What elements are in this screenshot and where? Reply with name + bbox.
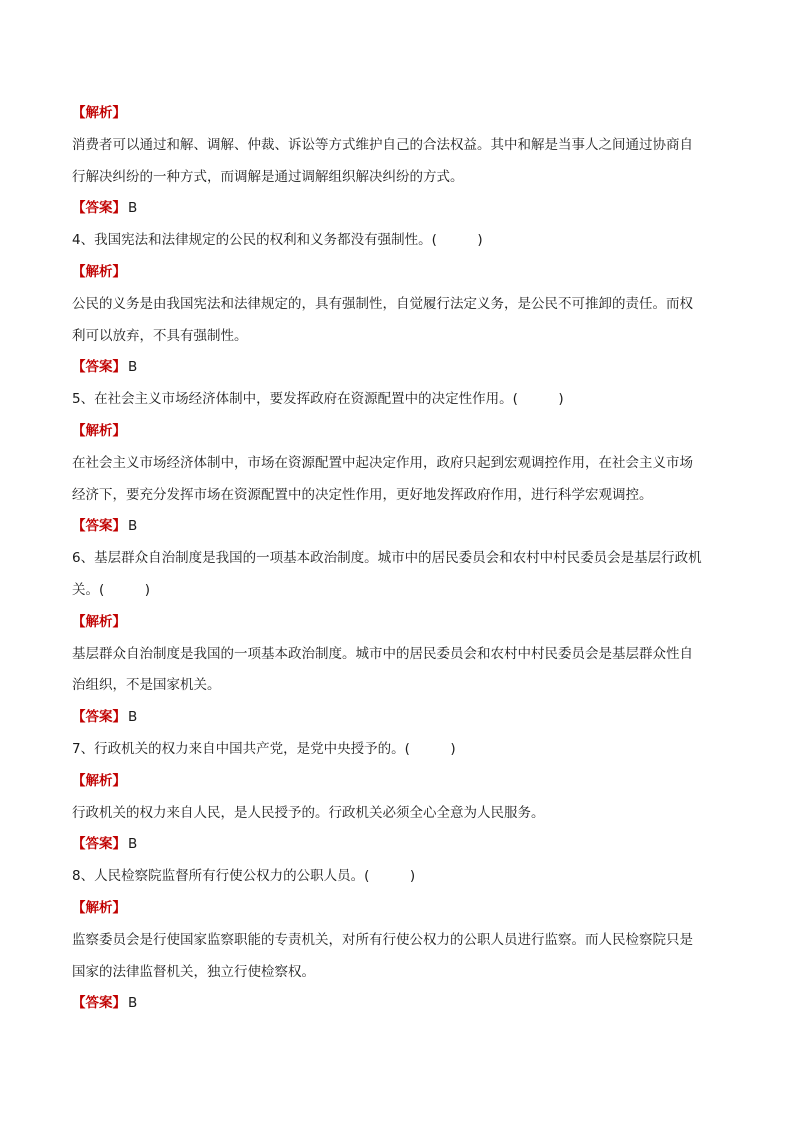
- question-text: 关。( ): [72, 581, 151, 598]
- analysis-block: [72, 98, 722, 225]
- analysis-line: 利可以放弃，不具有强制性。: [72, 327, 248, 344]
- question-text: 5、在社会主义市场经济体制中，要发挥政府在资源配置中的决定性作用。( ): [72, 391, 564, 408]
- analysis-line: 监察委员会是行使国家监察职能的专责机关，对所有行使公权力的公职人员进行监察。而人民检察院只是: [72, 931, 693, 948]
- question-text: 4、我国宪法和法律规定的公民的权利和义务都没有强制性。( ): [72, 232, 483, 249]
- answer-line: [72, 511, 722, 543]
- answer-value: B: [128, 995, 138, 1012]
- answer-value: B: [128, 359, 138, 376]
- analysis-heading: 【解析】: [72, 263, 126, 280]
- answer-label: 【答案】: [72, 518, 126, 535]
- answer-line: [72, 352, 722, 384]
- question-6: [72, 543, 722, 734]
- analysis-heading: 【解析】: [72, 613, 126, 630]
- question-4: [72, 225, 722, 384]
- question-text: 7、行政机关的权力来自中国共产党，是党中央授予的。( ): [72, 740, 456, 757]
- analysis-heading: 【解析】: [72, 772, 126, 789]
- question-8: [72, 861, 722, 1020]
- answer-line: [72, 988, 722, 1020]
- analysis-line: 基层群众自治制度是我国的一项基本政治制度。城市中的居民委员会和农村中村民委员会是基层群众性自: [72, 645, 693, 662]
- answer-label: 【答案】: [72, 359, 126, 376]
- question-7: [72, 734, 722, 861]
- analysis-heading: 【解析】: [72, 899, 126, 916]
- document-content: [72, 98, 722, 1020]
- answer-label: 【答案】: [72, 709, 126, 726]
- question-5: [72, 384, 722, 543]
- analysis-line: 行解决纠纷的一种方式，而调解是通过调解组织解决纠纷的方式。: [72, 168, 464, 185]
- answer-value: B: [128, 709, 138, 726]
- analysis-heading: 【解析】: [72, 105, 126, 121]
- question-text: 6、基层群众自治制度是我国的一项基本政治制度。城市中的居民委员会和农村中村民委员会是基层行政机: [72, 550, 702, 567]
- answer-line: [72, 702, 722, 734]
- analysis-line: 消费者可以通过和解、调解、仲裁、诉讼等方式维护自己的合法权益。其中和解是当事人之间通过协商自: [72, 136, 693, 153]
- answer-line: [72, 193, 722, 225]
- answer-line: [72, 829, 722, 861]
- answer-value: B: [128, 518, 138, 535]
- answer-label: 【答案】: [72, 995, 126, 1012]
- answer-value: B: [128, 836, 138, 853]
- answer-label: 【答案】: [72, 200, 126, 217]
- analysis-line: 公民的义务是由我国宪法和法律规定的，具有强制性，自觉履行法定义务，是公民不可推卸的责任。而权: [72, 295, 693, 312]
- answer-label: 【答案】: [72, 836, 126, 853]
- answer-value: B: [128, 200, 138, 217]
- analysis-line: 国家的法律监督机关，独立行使检察权。: [72, 963, 315, 980]
- analysis-heading: 【解析】: [72, 422, 126, 439]
- question-text: 8、人民检察院监督所有行使公权力的公职人员。( ): [72, 868, 416, 885]
- analysis-line: 行政机关的权力来自人民，是人民授予的。行政机关必须全心全意为人民服务。: [72, 804, 545, 821]
- analysis-line: 治组织，不是国家机关。: [72, 677, 221, 694]
- analysis-line: 在社会主义市场经济体制中，市场在资源配置中起决定作用，政府只起到宏观调控作用，在社会主义市场: [72, 454, 693, 471]
- analysis-line: 经济下，要充分发挥市场在资源配置中的决定性作用，更好地发挥政府作用，进行科学宏观调控。: [72, 486, 653, 503]
